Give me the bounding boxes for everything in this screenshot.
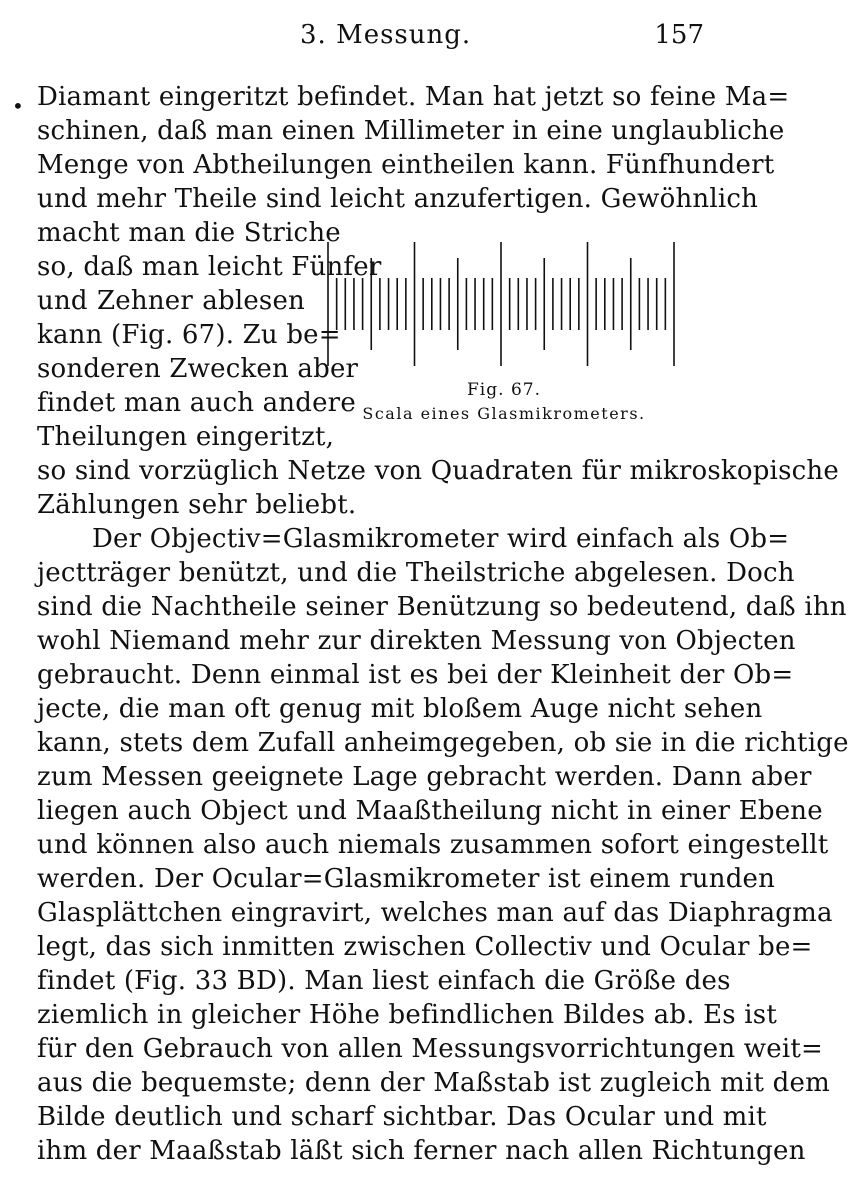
text-line: jectträger benützt, und die Theilstriche abgelesen. Doch [37, 558, 795, 588]
text-line: sind die Nachtheile seiner Benützung so bedeutend, daß ihn [37, 592, 847, 622]
text-line: liegen auch Object und Maaßtheilung nicht in einer Ebene [37, 796, 823, 826]
text-line: und Zehner ablesen [37, 286, 305, 316]
text-line: kann (Fig. 67). Zu be= [37, 320, 341, 350]
text-line: ihm der Maaßstab läßt sich ferner nach allen Richtungen [37, 1136, 806, 1166]
text-line: wohl Niemand mehr zur direkten Messung von Objecten [37, 626, 796, 656]
text-line: Theilungen eingeritzt, [37, 422, 335, 452]
text-line: Glasplättchen eingravirt, welches man auf das Diaphragma [37, 898, 833, 928]
micrometer-scale-illustration [318, 232, 690, 372]
text-line: macht man die Striche [37, 218, 341, 248]
text-line: jecte, die man oft genug mit bloßem Auge nicht sehen [37, 694, 763, 724]
text-line: Bilde deutlich und scharf sichtbar. Das Ocular und mit [37, 1102, 767, 1132]
text-line: findet (Fig. 33 BD). Man liest einfach die Größe des [37, 966, 731, 996]
text-line: Menge von Abtheilungen eintheilen kann. Fünfhundert [37, 150, 775, 180]
text-line: ziemlich in gleicher Höhe befindlichen Bildes ab. Es ist [37, 1000, 777, 1030]
text-line: kann, stets dem Zufall anheimgegeben, ob sie in die richtige [37, 728, 849, 758]
text-line: findet man auch andere [37, 388, 356, 418]
text-line: aus die bequemste; denn der Maßstab ist zugleich mit dem [37, 1068, 830, 1098]
text-line: zum Messen geeignete Lage gebracht werden. Dann aber [37, 762, 812, 792]
text-line: und mehr Theile sind leicht anzufertigen. Gewöhnlich [37, 184, 759, 214]
figure-67 [318, 232, 690, 432]
text-line: so sind vorzüglich Netze von Quadraten für mikroskopische [37, 456, 839, 486]
figure-label: Fig. 67. [467, 380, 541, 400]
page-number: 157 [654, 20, 704, 50]
text-line: sonderen Zwecken aber [37, 354, 359, 384]
text-line: legt, das sich inmitten zwischen Collectiv und Ocular be= [37, 932, 813, 962]
text-line: Zählungen sehr beliebt. [37, 490, 357, 520]
text-line: werden. Der Ocular=Glasmikrometer ist einem runden [37, 864, 776, 894]
text-line: für den Gebrauch von allen Messungsvorrichtungen weit= [37, 1034, 823, 1064]
margin-bullet: • [12, 94, 24, 118]
text-line: gebraucht. Denn einmal ist es bei der Kleinheit der Ob= [37, 660, 794, 690]
text-line: Der Objectiv=Glasmikrometer wird einfach als Ob= [92, 524, 790, 554]
text-line: schinen, daß man einen Millimeter in eine unglaubliche [37, 116, 785, 146]
running-head: 3. Messung. [300, 20, 472, 50]
text-line: Diamant eingeritzt befindet. Man hat jetzt so feine Ma= [37, 82, 790, 112]
text-line: so, daß man leicht Fünfer [37, 252, 382, 282]
figure-caption: Scala eines Glasmikrometers. [362, 404, 646, 423]
text-line: und können also auch niemals zusammen sofort eingestellt [37, 830, 829, 860]
page-header [0, 14, 740, 54]
